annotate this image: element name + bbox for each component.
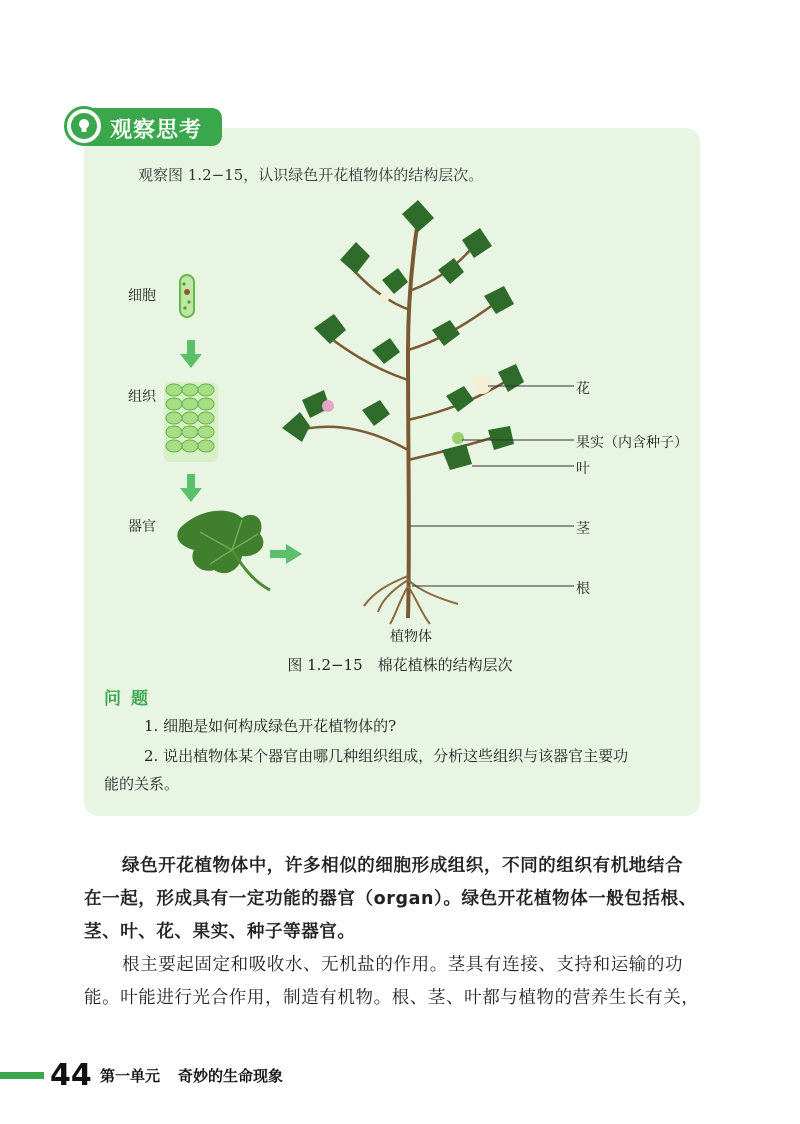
plant-body-label: 植物体 — [390, 629, 432, 645]
figure-caption: 图 1.2−15 棉花植株的结构层次 — [287, 656, 513, 674]
cell-label: 细胞 — [128, 288, 156, 304]
paragraph-2-line2: 能。叶能进行光合作用，制造有机物。根、茎、叶都与植物的营养生长有关， — [84, 988, 700, 1008]
section-title: 观察思考 — [110, 118, 203, 143]
paragraph-2-line1: 根主要起固定和吸收水、无机盐的作用。茎具有连接、支持和运输的功 — [122, 955, 684, 975]
paragraph-1-line2: 在一起，形成具有一定功能的器官（organ）。绿色开花植物体一般包括根、 — [84, 889, 697, 909]
lightbulb-icon — [64, 106, 104, 146]
tissue-label: 组织 — [128, 389, 156, 405]
paragraph-1-line3: 茎、叶、花、果实、种子等器官。 — [84, 922, 356, 942]
root-label: 根 — [576, 581, 590, 597]
question-2-line2: 能的关系。 — [104, 775, 180, 793]
organ-label: 器官 — [128, 519, 156, 535]
stem-label: 茎 — [576, 521, 590, 537]
leaf-label: 叶 — [576, 461, 590, 477]
unit-label: 第一单元 — [100, 1067, 161, 1085]
tissue-image — [160, 380, 224, 464]
page-number: 44 — [50, 1058, 92, 1093]
question-1: 1. 细胞是如何构成绿色开花植物体的? — [144, 717, 397, 735]
arrow-down-icon — [180, 474, 202, 504]
questions-heading: 问题 — [104, 689, 158, 709]
paragraph-1-line1: 绿色开花植物体中，许多相似的细胞形成组织，不同的组织有机地结合 — [122, 856, 684, 876]
flower-label: 花 — [576, 381, 590, 397]
cotton-plant-image — [262, 200, 562, 630]
footer-accent-bar — [0, 1072, 44, 1079]
instruction-text: 观察图 1.2−15，认识绿色开花植物体的结构层次。 — [138, 166, 484, 184]
section-tab — [66, 108, 222, 146]
arrow-down-icon — [180, 340, 202, 370]
fruit-label: 果实（内含种子） — [576, 435, 688, 451]
question-2-line1: 2. 说出植物体某个器官由哪几种组织组成，分析这些组织与该器官主要功 — [144, 747, 629, 765]
unit-title: 奇妙的生命现象 — [178, 1067, 284, 1085]
cell-image — [178, 274, 198, 320]
